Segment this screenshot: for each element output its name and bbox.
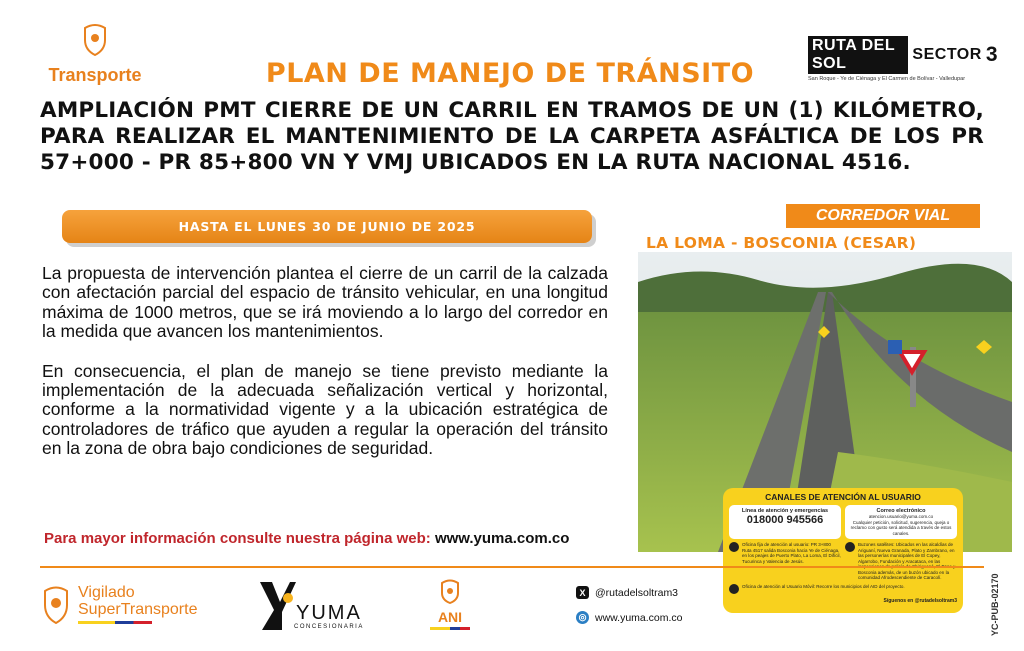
vigilado-logo	[40, 584, 197, 624]
x-handle: @rutadelsoltram3	[595, 586, 679, 599]
x-icon: X	[576, 586, 589, 599]
ruta-logo-text: RUTA DEL SOL	[808, 36, 908, 74]
coat-of-arms-icon	[439, 578, 461, 604]
mailbox-icon	[845, 542, 855, 552]
canales-title: CANALES DE ATENCIÓN AL USUARIO	[765, 492, 921, 502]
phone-label: Línea de atención y emergencias	[741, 508, 829, 514]
ani-logo	[430, 578, 470, 630]
website-item[interactable]	[576, 611, 683, 624]
email-label: Correo electrónico	[876, 508, 926, 514]
page-title: PLAN DE MANEJO DE TRÁNSITO	[265, 58, 755, 89]
vigilado-line2: SuperTransporte	[78, 601, 198, 618]
headline: AMPLIACIÓN PMT CIERRE DE UN CARRIL EN TRAMOS DE UN (1) KILÓMETRO, PARA REALIZAR EL MANTENIMIENTO DE LA CARPETA ASFÁLTICA DE LOS PR 57+000 - PR 85+800 VN Y VMJ UBICADOS EN LA RUTA NACIONAL 4516.	[40, 98, 984, 175]
office-icon	[729, 542, 739, 552]
phone-number[interactable]: 018000 945566	[746, 514, 824, 526]
yuma-wordmark: YUMA	[296, 602, 362, 624]
coat-of-arms-icon	[40, 584, 72, 624]
website-link[interactable]: www.yuma.com.co	[434, 530, 570, 547]
office-mobile	[729, 584, 957, 594]
office-satellite	[845, 542, 957, 581]
body-paragraph-2: En consecuencia, el plan de manejo se tiene previsto mediante la implementación de la adecuada señalización vertical y horizontal, conforme a la normatividad vigente y a la ubicación estratégica de controladores de tráfico que ayuden a regular la operación del tránsito en la zona de obra bajo condiciones de seguridad.	[42, 360, 608, 459]
email-card	[845, 505, 957, 539]
office-fixed-text: Oficina fija de atención al usuario: PR 3+800 Ruta 4517 salida Bosconia hacia Ye de Ciénaga, en los peajes de Puerto Plato, La Loma, El Difícil, Tucurinca y Valencia de Jesús.	[742, 542, 841, 564]
org-name: Transporte	[48, 65, 142, 85]
footer-divider	[40, 566, 984, 568]
ani-text: ANI	[437, 609, 463, 625]
vigilado-line1: Vigilado	[78, 584, 135, 601]
coat-of-arms-icon	[81, 22, 109, 56]
social-links	[576, 586, 683, 636]
office-mobile-text: Oficina de atención al Usuario Móvil: Recorre los municipios del AID del proyecto.	[742, 583, 905, 589]
colombia-flag-stripe	[78, 621, 152, 624]
colombia-flag-stripe	[430, 627, 470, 630]
ruta-logo-subtitle: San Roque - Ye de Ciénaga y El Carmen de Bolívar - Valledupar	[808, 76, 966, 82]
more-info-label: Para mayor información consulte nuestra página web:	[44, 530, 431, 547]
corridor-name: LA LOMA - BOSCONIA (CESAR)	[646, 234, 917, 252]
mobile-office-icon	[729, 584, 739, 594]
more-info	[44, 530, 569, 547]
document-code: YC-PUB-02170	[990, 573, 1000, 636]
corridor-tag: CORREDOR VIAL	[786, 204, 980, 228]
customer-service-panel	[723, 488, 963, 613]
transporte-logo	[40, 22, 150, 86]
office-satellite-text: Buzones satélites: Ubicados en las alcaldías de Ariguaní, Nueva Granada, Plato y Zambrano, en las personerías municipales de El Copey, Algarrobo, Fundación y Aracataca, en las Bosconia además, de un buzón ubicado en la comunidad Afrodescendiente de Caracolí.	[858, 542, 955, 580]
x-account[interactable]	[576, 586, 683, 599]
body-text	[42, 264, 608, 479]
ruta-del-sol-logo	[808, 36, 998, 82]
date-banner: HASTA EL LUNES 30 DE JUNIO DE 2025	[62, 210, 592, 243]
yuma-logo	[258, 580, 378, 632]
phone-card	[729, 505, 841, 539]
yuma-mark-icon	[258, 580, 298, 632]
ruta-logo-sector-number: 3	[985, 43, 998, 66]
footer-website: www.yuma.com.co	[595, 611, 683, 624]
yuma-subtitle: CONCESIONARIA	[294, 624, 364, 630]
follow-text: Síguenos en @rutadelsoltram3	[883, 597, 957, 604]
email-note: Cualquier petición, solicitud, sugerencia, queja o reclamo con gusto será atendida a través de estos canales.	[850, 519, 952, 536]
globe-icon: ◎	[576, 611, 589, 624]
body-paragraph-1: La propuesta de intervención plantea el cierre de un carril de la calzada con afectación parcial del espacio de tránsito vehicular, en una longitud máxima de 1000 metros, que se irá moviendo a lo largo del corredor en la medida que avancen los mantenimientos.	[42, 263, 608, 342]
email-address[interactable]: atencion.usuario@yuma.com.co	[868, 514, 934, 519]
ruta-logo-sector: SECTOR	[912, 46, 982, 63]
office-fixed	[729, 542, 841, 581]
